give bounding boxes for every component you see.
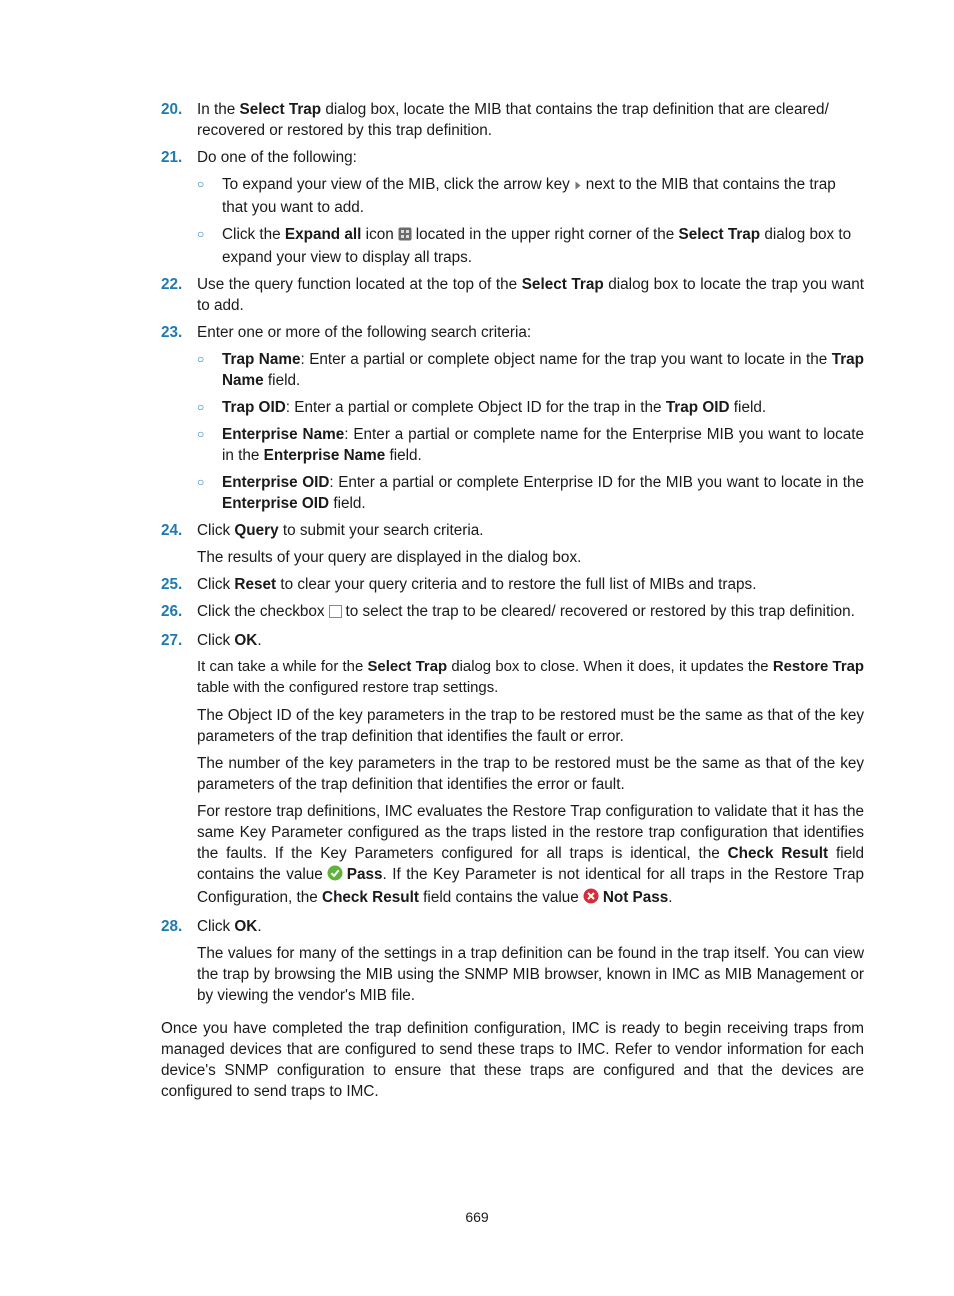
pass-check-icon (327, 865, 343, 887)
step-27: 27. Click OK. (161, 632, 262, 649)
step-24: 24. Click Query to submit your search criteria. (161, 522, 484, 539)
bullet-marker: ○ (197, 177, 205, 191)
bullet-marker: ○ (197, 352, 205, 366)
step-note: The values for many of the settings in a trap definition can be found in the trap itself. You can view the trap by browsing the MIB using the SNMP MIB browser, known in IMC as MIB Management or by viewing the vendor's MIB file. (197, 945, 864, 1004)
step-note: It can take a while for the Select Trap dialog box to close. When it does, it updates the Restore Trap table with the configured restore trap settings. (197, 659, 864, 696)
arrow-right-icon (574, 176, 582, 197)
bullet-marker: ○ (197, 427, 205, 441)
list-item: ○ Click the Expand all icon located in the upper right corner of the Select Trap dialog box to expand your view to display all traps. (197, 226, 852, 266)
bullet-marker: ○ (197, 227, 205, 241)
expand-all-icon (398, 226, 412, 247)
step-26: 26. Click the checkbox to select the trap to be cleared/ recovered or restored by this trap definition. (161, 601, 864, 624)
step-number: 21. (161, 149, 183, 166)
checkbox-icon (329, 603, 342, 624)
step-note: The number of the key parameters in the trap to be restored must be the same as that of the key parameters of the trap definition that identifies the error or fault. (197, 755, 864, 793)
step-number: 23. (161, 324, 183, 341)
bullet-marker: ○ (197, 475, 205, 489)
page-number: 669 (465, 1209, 489, 1225)
step-28: 28. Click OK. (161, 918, 262, 935)
document-body (161, 99, 864, 1102)
list-item: ○ Enterprise OID: Enter a partial or complete Enterprise ID for the MIB you want to locate in the Enterprise OID field. (197, 474, 865, 512)
list-item: ○ Trap OID: Enter a partial or complete Object ID for the trap in the Trap OID field. (197, 399, 767, 416)
step-number: 20. (161, 101, 183, 118)
step-text: Do one of the following: (197, 149, 357, 166)
step-note: The Object ID of the key parameters in the trap to be restored must be the same as that of the key parameters of the trap definition that identifies the fault or error. (197, 707, 864, 745)
step-20 (161, 99, 864, 141)
step-text: In the Select Trap dialog box, locate the MIB that contains the trap definition that are cleared/ recovered or restored by this trap definition. (197, 101, 829, 139)
step-note: The results of your query are displayed in the dialog box. (197, 549, 582, 566)
closing-paragraph: Once you have completed the trap definition configuration, IMC is ready to begin receiving traps from managed devices that are configured to send these traps to IMC. Refer to vendor information for each device's SNMP configuration to ensure that these traps are configured and that the devices are configured to send traps to IMC. (161, 1020, 864, 1100)
step-number: 24. (161, 522, 183, 539)
step-number: 27. (161, 632, 183, 649)
step-number: 28. (161, 918, 183, 935)
step-number: 22. (161, 276, 183, 293)
step-note: For restore trap definitions, IMC evaluates the Restore Trap configuration to validate that it has the same Key Parameter configured as the traps listed in the restore trap configuration that identifies the faults. If the Key Parameters configured for all traps is identical, the Check Result field contains the value Pass. If the Key Parameter is not identical for all traps in the Restore Trap Configuration, the Check Result field contains the value Not Pass. (161, 801, 864, 910)
list-item: ○ To expand your view of the MIB, click the arrow key next to the MIB that contains the trap that you want to add. (197, 176, 836, 216)
list-item: ○ Enterprise Name: Enter a partial or complete name for the Enterprise MIB you want to locate in the Enterprise Name field. (197, 426, 865, 464)
step-25: 25. Click Reset to clear your query criteria and to restore the full list of MIBs and traps. (161, 576, 757, 593)
step-number: 25. (161, 576, 183, 593)
not-pass-x-icon (583, 888, 599, 910)
step-21 (161, 147, 864, 168)
step-number: 26. (161, 603, 183, 620)
bullet-marker: ○ (197, 400, 205, 414)
list-item: ○ Trap Name: Enter a partial or complete object name for the trap you want to locate in the Trap Name field. (197, 351, 865, 389)
step-23: 23. Enter one or more of the following search criteria: (161, 324, 532, 341)
step-22: 22. Use the query function located at the top of the Select Trap dialog box to locate the trap you want to add. (161, 276, 864, 314)
